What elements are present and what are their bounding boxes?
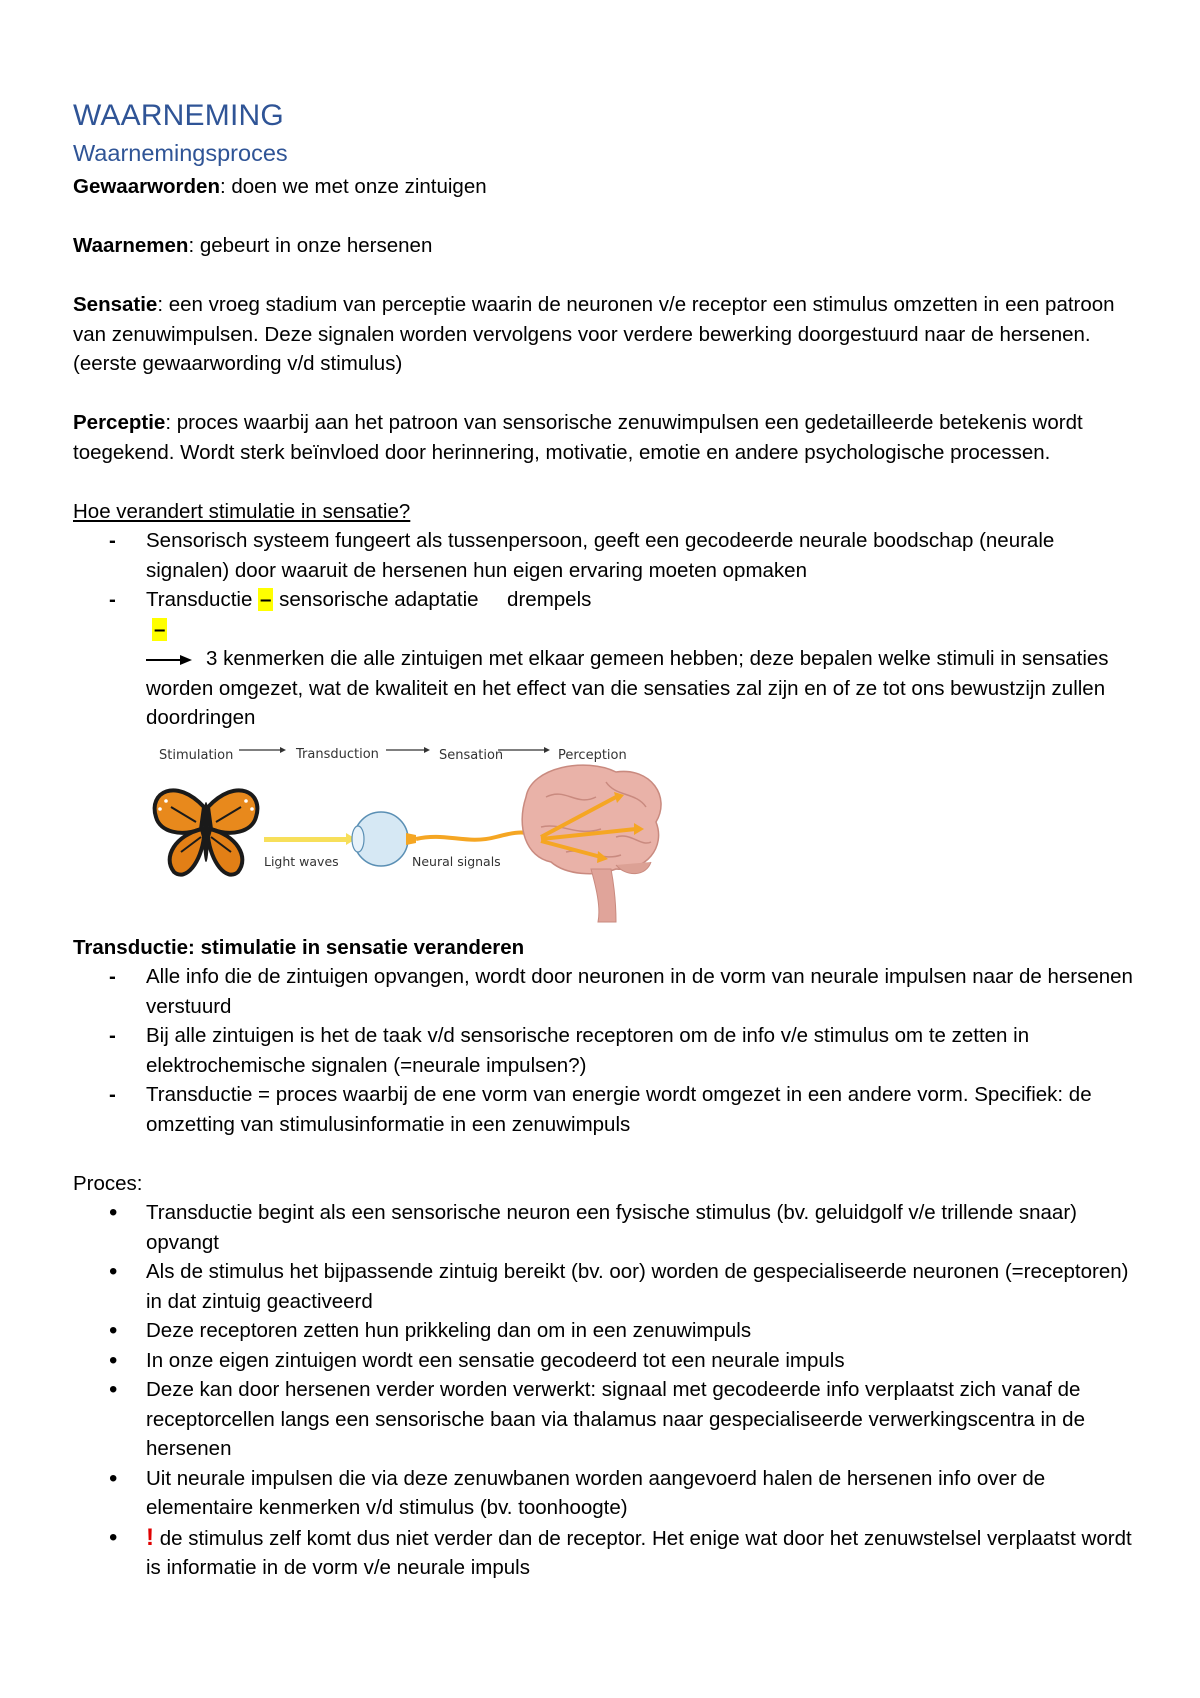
exclamation-mark: ! xyxy=(146,1523,154,1551)
list-item xyxy=(73,585,1133,644)
definition-text: : een vroeg stadium van perceptie waarin de neuronen v/e receptor een stimulus omzetten in een patroon van zenuwimpulsen. Deze signalen worden vervolgens voor verdere bewerking doorgestuurd naar de hersenen. (eerste gewaarwording v/d stimulus) xyxy=(73,293,1115,375)
definition-text: : proces waarbij aan het patroon van sensorische zenuwimpulsen een gedetailleerde betekenis wordt toegekend. Wordt sterk beïnvloed door herinnering, motivatie, emotie en andere psychologische processen. xyxy=(73,411,1083,464)
question-heading: Hoe verandert stimulatie in sensatie? xyxy=(73,499,411,523)
question-list xyxy=(73,526,1133,644)
step-label: Transduction xyxy=(296,746,379,762)
highlight-dash: – xyxy=(154,617,166,641)
list-item: • Uit neurale impulsen die via deze zenuwbanen worden aangevoerd halen de hersenen info over de elementaire kenmerken v/d stimulus (bv. toonhoogte) xyxy=(73,1464,1133,1523)
transduction-figure xyxy=(146,737,698,927)
light-waves-label: Light waves xyxy=(264,853,339,869)
definition-sensatie xyxy=(73,290,1133,379)
highlight-dash: – xyxy=(260,588,272,611)
list-item: - Alle info die de zintuigen opvangen, wordt door neuronen in de vorm van neurale impulsen naar de hersenen verstuurd xyxy=(73,962,1133,1021)
definition-term: Waarnemen xyxy=(73,234,189,257)
item-text: sensorische adaptatie drempels xyxy=(273,588,592,611)
list-item: - Bij alle zintuigen is het de taak v/d sensorische receptoren om de info v/e stimulus om te zetten in elektrochemische signalen (=neurale impulsen?) xyxy=(73,1021,1133,1080)
definition-text: : doen we met onze zintuigen xyxy=(219,175,487,198)
document-page xyxy=(73,96,1133,1583)
list-item: • Transductie begint als een sensorische neuron een fysische stimulus (bv. geluidgolf v/e trillende snaar) opvangt xyxy=(73,1198,1133,1257)
right-arrow-icon xyxy=(146,654,192,666)
list-item: - Transductie = proces waarbij de ene vorm van energie wordt omgezet in een andere vorm. Specifiek: de omzetting van stimulusinformatie in een zenuwimpuls xyxy=(73,1080,1133,1139)
definition-waarnemen xyxy=(73,231,1133,261)
item-text: de stimulus zelf komt dus niet verder dan de receptor. Het enige wat door het zenuwstelsel verplaatst wordt is informatie in de vorm v/e neurale impuls xyxy=(146,1526,1132,1579)
list-item: • Deze kan door hersenen verder worden verwerkt: signaal met gecodeerde info verplaatst zich vanaf de receptorcellen langs een sensorische baan via thalamus naar gespecialiseerde verwerkingscentra in de hersenen xyxy=(73,1375,1133,1464)
step-label: Perception xyxy=(558,747,627,763)
arrow-note-text: 3 kenmerken die alle zintuigen met elkaar gemeen hebben; deze bepalen welke stimuli in sensaties worden omgezet, wat de kwaliteit en het effect van die sensaties zal zijn en of ze tot ons bewustzijn zullen doordringen xyxy=(146,647,1109,729)
step-label: Stimulation xyxy=(159,747,234,763)
definition-term: Gewaarworden xyxy=(73,175,220,198)
list-item xyxy=(73,1523,1133,1583)
butterfly-icon xyxy=(155,790,258,874)
transductie-list xyxy=(73,962,1133,1139)
document-title: WAARNEMING xyxy=(73,99,284,132)
brain-icon xyxy=(522,765,661,922)
transductie-heading: Transductie: stimulatie in sensatie veranderen xyxy=(73,935,525,959)
arrow-note xyxy=(73,644,1133,733)
list-item: • In onze eigen zintuigen wordt een sensatie gecodeerd tot een neurale impuls xyxy=(73,1346,1133,1376)
item-text: Transductie xyxy=(146,588,259,611)
eye-icon xyxy=(352,812,416,866)
section-heading: Waarnemingsproces xyxy=(73,140,288,166)
proces-list xyxy=(73,1198,1133,1583)
definition-gewaarworden xyxy=(73,172,1133,202)
step-arrows xyxy=(239,747,550,753)
list-item: • Als de stimulus het bijpassende zintuig bereikt (bv. oor) worden de gespecialiseerde neuronen (=receptoren) in dat zintuig geactiveerd xyxy=(73,1257,1133,1316)
definition-text: : gebeurt in onze hersenen xyxy=(188,234,433,257)
list-item: • Deze receptoren zetten hun prikkeling dan om in een zenuwimpuls xyxy=(73,1316,1133,1346)
definition-term: Sensatie xyxy=(73,293,158,316)
light-beam xyxy=(264,837,350,842)
definition-perceptie xyxy=(73,408,1133,467)
definition-term: Perceptie xyxy=(73,411,166,434)
list-item: - Sensorisch systeem fungeert als tussenpersoon, geeft een gecodeerde neurale boodschap (neurale signalen) door waaruit de hersenen hun eigen ervaring moeten opmaken xyxy=(73,526,1133,585)
proces-heading: Proces: xyxy=(73,1171,143,1195)
neural-signals-label: Neural signals xyxy=(412,853,501,869)
step-label: Sensation xyxy=(439,747,504,763)
